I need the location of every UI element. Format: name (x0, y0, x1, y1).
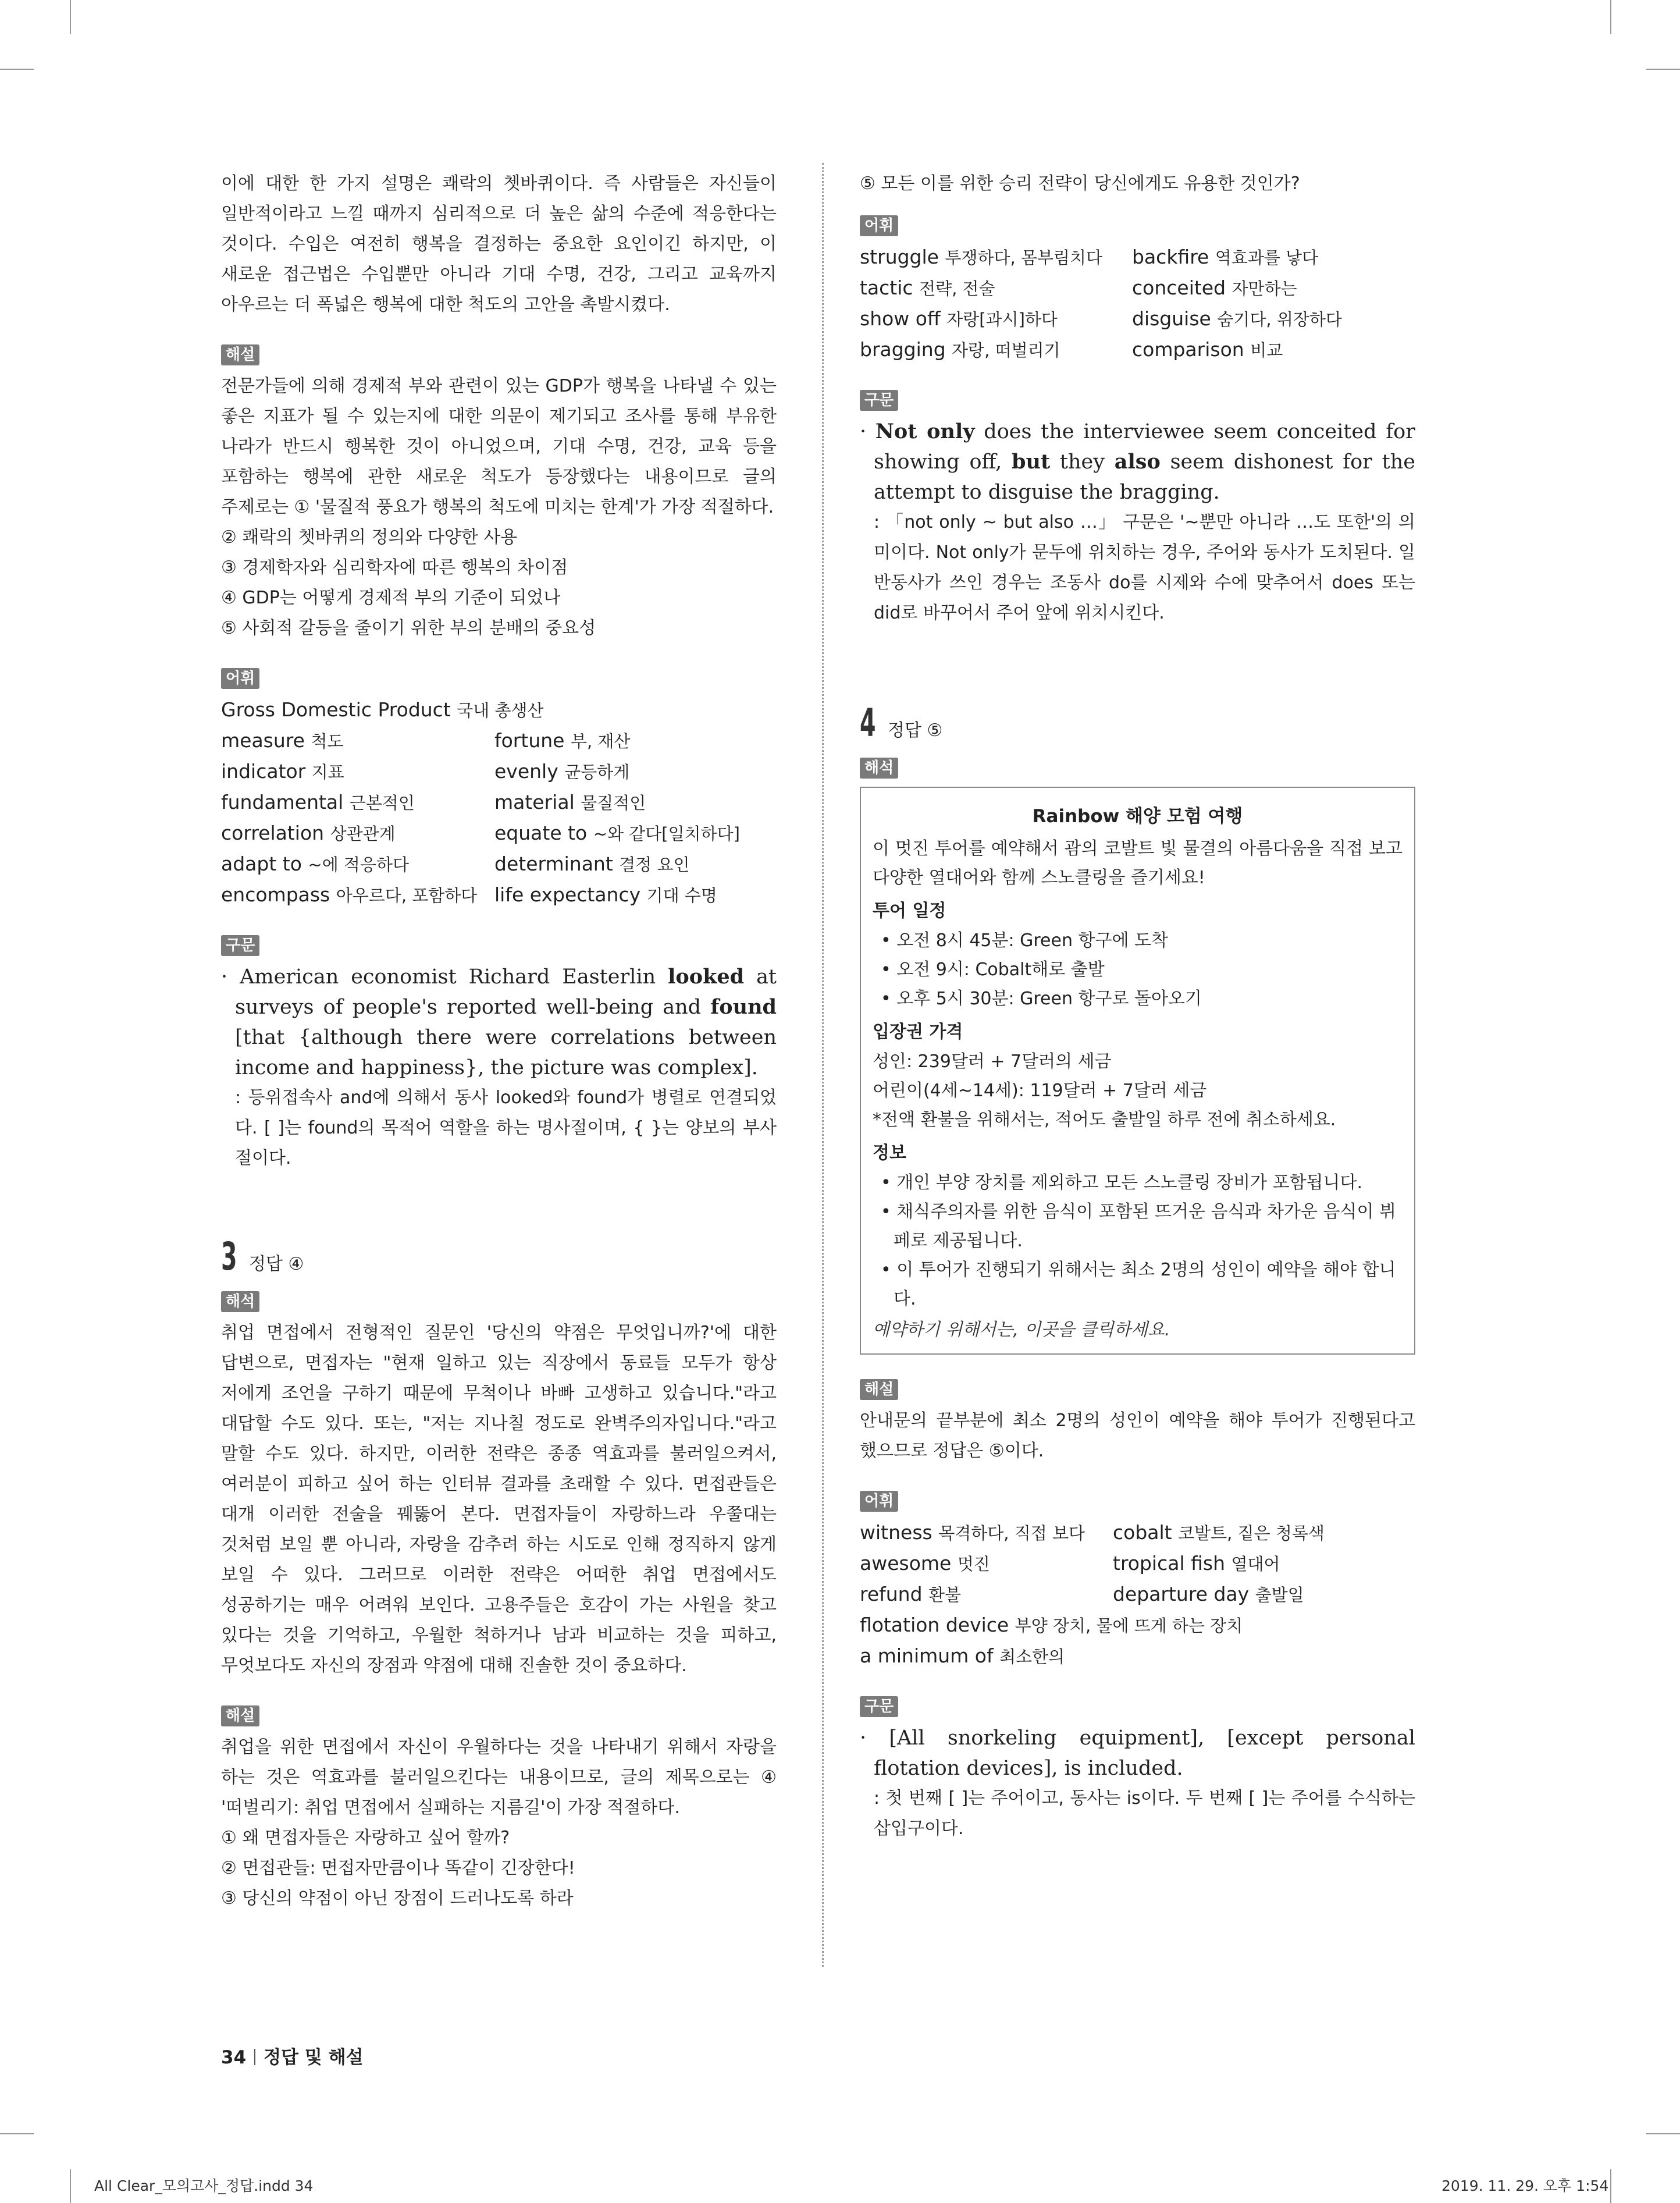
left-column (221, 169, 777, 1914)
question-number: 3 (221, 1234, 237, 1279)
vocab-item: life expectancy 기대 수명 (494, 883, 717, 906)
price-item: 성인: 239달러 + 7달러의 세금 (873, 1051, 1112, 1072)
grammar-note: : 첫 번째 [ ]는 주어이고, 동사는 is이다. 두 번째 [ ]는 주어를 수식하는 삽입구이다. (874, 1788, 1415, 1839)
schedule-heading: 투어 일정 (873, 901, 946, 921)
gumun-badge: 구문 (860, 1696, 898, 1717)
footer-separator (254, 2049, 255, 2065)
vocab-item: fundamental 근본적인 (221, 791, 415, 813)
tour-notice-box (860, 787, 1415, 1355)
vocab-item: tropical fish 열대어 (1113, 1552, 1280, 1575)
price-heading: 입장권 가격 (873, 1022, 963, 1042)
schedule-item: • 오전 8시 45분: Green 항구에 도착 (881, 930, 1168, 951)
q2-option: ③ 경제학자와 심리학자에 따른 행복의 차이점 (221, 557, 568, 578)
price-item: 어린이(4세~14세): 119달러 + 7달러 세금 (873, 1081, 1207, 1101)
vocab-badge: 어휘 (221, 668, 259, 689)
haeseol-badge: 해설 (221, 344, 259, 365)
vocab-item: a minimum of 최소한의 (860, 1644, 1065, 1667)
gumun-badge: 구문 (221, 935, 259, 956)
right-column (860, 169, 1415, 1844)
schedule-item: • 오후 5시 30분: Green 항구로 돌아오기 (881, 989, 1202, 1009)
vocab-item: backfire 역효과를 낳다 (1132, 246, 1319, 268)
price-item: *전액 환불을 위해서는, 적어도 출발일 하루 전에 취소하세요. (873, 1110, 1336, 1130)
vocab-item: show off 자랑[과시]하다 (860, 307, 1058, 330)
info-heading: 정보 (873, 1143, 906, 1163)
vocab-item: material 물질적인 (494, 791, 646, 813)
booking-link-text: 예약하기 위해서는, 이곳을 클릭하세요. (873, 1320, 1170, 1340)
vocab-item: struggle 투쟁하다, 몸부림치다 (860, 246, 1103, 268)
q2-option: ② 쾌락의 쳇바퀴의 정의와 다양한 사용 (221, 527, 518, 548)
info-item: • 채식주의자를 위한 음식이 포함된 뜨거운 음식과 차가운 음식이 뷔페로 제공됩니다. (881, 1202, 1396, 1251)
q3-option: ① 왜 면접자들은 자랑하고 싶어 할까? (221, 1828, 510, 1848)
vocab-item: witness 목격하다, 직접 보다 (860, 1521, 1085, 1544)
vocab-item: fortune 부, 재산 (494, 729, 631, 752)
vocab-item: tactic 전략, 전술 (860, 276, 995, 299)
q2-option: ④ GDP는 어떻게 경제적 부의 기준이 되었나 (221, 588, 561, 608)
gumun-badge: 구문 (860, 390, 898, 411)
question-3-header (221, 1234, 777, 1279)
q2-translation-tail: 이에 대한 한 가지 설명은 쾌락의 쳇바퀴이다. 즉 사람들은 자신들이 일반적이라고 느낄 때까지 심리적으로 더 높은 삶의 수준에 적응한다는 것이다. 수입은 여전히 행복을 결정하는 중요한 요인이긴 하지만, 이 새로운 접근법은 수입뿐만 아니라 기대 수명, 건강, 그리고 교육까지 아우르는 더 폭넓은 행복에 대한 척도의 고안을 촉발시켰다. (221, 173, 777, 315)
tour-intro: 이 멋진 투어를 예약해서 괌의 코발트 빛 물결의 아름다움을 직접 보고 다양한 열대어와 함께 스노클링을 즐기세요! (873, 838, 1403, 888)
grammar-sentence: · [All snorkeling equipment], [except personal flotation devices], is included. (860, 1726, 1415, 1780)
q2-explanation: 전문가들에 의해 경제적 부와 관련이 있는 GDP가 행복을 나타낼 수 있는 좋은 지표가 될 수 있는지에 대한 의문이 제기되고 조사를 통해 부유한 나라가 반드시 행복한 것이 아니었으며, 기대 수명, 건강, 교육 등을 포함하는 행복에 관한 새로운 척도가 등장했다는 내용이므로 글의 주제로는 ① '물질적 풍요가 행복의 척도에 미치는 한계'가 가장 적절하다. (221, 376, 777, 517)
vocab-item: refund 환불 (860, 1583, 962, 1605)
answer-label: 정답 ④ (249, 1254, 304, 1274)
question-number: 4 (860, 701, 876, 745)
vocab-item: awesome 멋진 (860, 1552, 990, 1575)
vocab-item: flotation device 부양 장치, 물에 뜨게 하는 장치 (860, 1614, 1243, 1636)
vocab-list (860, 1518, 1415, 1672)
info-item: • 개인 부양 장치를 제외하고 모든 스노클링 장비가 포함됩니다. (881, 1172, 1363, 1193)
footer-title: 정답 및 해설 (264, 2047, 364, 2068)
vocab-item: correlation 상관관계 (221, 822, 396, 844)
grammar-note: : 「not only ~ but also …」 구문은 '~뿐만 아니라 …도 또한'의 의미이다. Not only가 문두에 위치하는 경우, 주어와 동사가 도치된다. 일반동사가 쓰인 경우는 조동사 do를 시제와 수에 맞추어서 does 또는 did로 바꾸어서 주어 앞에 위치시킨다. (874, 512, 1415, 623)
info-item: • 이 투어가 진행되기 위해서는 최소 2명의 성인이 예약을 해야 합니다. (881, 1260, 1396, 1309)
print-slug-timestamp: 2019. 11. 29. 오후 1:54 (1441, 2177, 1609, 2194)
page-number: 34 (221, 2047, 247, 2068)
vocab-item: determinant 결정 요인 (494, 852, 690, 875)
vocab-item: disguise 숨기다, 위장하다 (1132, 307, 1342, 330)
vocab-item: conceited 자만하는 (1132, 276, 1297, 299)
print-slug-file: All Clear_모의고사_정답.indd 34 (94, 2177, 314, 2194)
grammar-note: : 등위접속사 and에 의해서 동사 looked와 found가 병렬로 연결되었다. [ ]는 found의 목적어 역할을 하는 명사절이며, { }는 양보의 부사절이다. (235, 1088, 777, 1168)
vocab-item: measure 척도 (221, 729, 344, 752)
vocab-item: comparison 비교 (1132, 338, 1283, 361)
vocab-list (860, 242, 1415, 365)
vocab-item: departure day 출발일 (1113, 1583, 1304, 1605)
page-footer (221, 2042, 363, 2069)
vocab-item: Gross Domestic Product 국내 총생산 (221, 698, 544, 721)
haeseok-badge: 해석 (860, 758, 898, 779)
question-4-header (860, 701, 1415, 745)
q3-option: ③ 당신의 약점이 아닌 장점이 드러나도록 하라 (221, 1888, 574, 1909)
haeseol-badge: 해설 (860, 1379, 898, 1400)
haeseol-badge: 해설 (221, 1705, 259, 1726)
haeseok-badge: 해석 (221, 1291, 259, 1312)
grammar-sentence: · American economist Richard Easterlin looked at surveys of people's reported well-being and found [that {although there were correlations between income and happiness}, the picture was complex]. (221, 965, 777, 1079)
vocab-item: encompass 아우르다, 포함하다 (221, 883, 478, 906)
q3-translation: 취업 면접에서 전형적인 질문인 '당신의 약점은 무엇입니까?'에 대한 답변으로, 면접자는 "현재 일하고 있는 직장에서 동료들 모두가 항상 저에게 조언을 구하기 때문에 무척이나 바빠 고생하고 있습니다."라고 대답할 수도 있다. 또는, "저는 지나칠 정도로 완벽주의자입니다."라고 말할 수도 있다. 하지만, 이러한 전략은 종종 역효과를 불러일으켜서, 여러분이 피하고 싶어 하는 인터뷰 결과를 초래할 수 있다. 면접관들은 대개 이러한 전술을 꿰뚫어 본다. 면접자들이 자랑하느라 우쭐대는 것처럼 보일 뿐 아니라, 자랑을 감추려 하는 시도로 인해 정직하지 않게 보일 수 있다. 그러므로 이러한 전략은 어떠한 취업 면접에서도 성공하기는 매우 어려워 보인다. 고용주들은 호감이 가는 사원을 찾고 있다는 것을 기억하고, 우월한 척하거나 남과 비교하는 것을 피하고, 무엇보다도 자신의 장점과 약점에 대해 진솔한 것이 중요하다. (221, 1323, 777, 1676)
column-divider (822, 163, 824, 1967)
vocab-item: evenly 균등하게 (494, 760, 630, 783)
vocab-list (221, 695, 777, 911)
q4-explanation: 안내문의 끝부분에 최소 2명의 성인이 예약을 해야 투어가 진행된다고 했으므로 정답은 ⑤이다. (860, 1410, 1415, 1461)
q3-option: ② 면접관들: 면접자만큼이나 똑같이 긴장한다! (221, 1858, 575, 1878)
schedule-item: • 오전 9시: Cobalt해로 출발 (881, 960, 1105, 980)
vocab-item: indicator 지표 (221, 760, 344, 783)
vocab-badge: 어휘 (860, 215, 898, 236)
q3-option: ⑤ 모든 이를 위한 승리 전략이 당신에게도 유용한 것인가? (860, 173, 1300, 194)
grammar-sentence: · Not only does the interviewee seem conceited for showing off, but they also seem dishonest for the attempt to disguise the bragging. (860, 420, 1416, 504)
q2-option: ⑤ 사회적 갈등을 줄이기 위한 부의 분배의 중요성 (221, 618, 596, 638)
vocab-item: cobalt 코발트, 짙은 청록색 (1113, 1521, 1325, 1544)
vocab-item: equate to ~와 같다[일치하다] (494, 822, 740, 844)
vocab-item: adapt to ~에 적응하다 (221, 852, 409, 875)
vocab-badge: 어휘 (860, 1491, 898, 1512)
q3-explanation: 취업을 위한 면접에서 자신이 우월하다는 것을 나타내기 위해서 자랑을 하는 것은 역효과를 불러일으킨다는 내용이므로, 글의 제목으로는 ④ '떠벌리기: 취업 면접에서 실패하는 지름길'이 가장 적절하다. (221, 1737, 777, 1818)
tour-title: Rainbow 해양 모험 여행 (1032, 806, 1243, 827)
vocab-item: bragging 자랑, 떠벌리기 (860, 338, 1060, 361)
answer-label: 정답 ⑤ (888, 720, 943, 741)
